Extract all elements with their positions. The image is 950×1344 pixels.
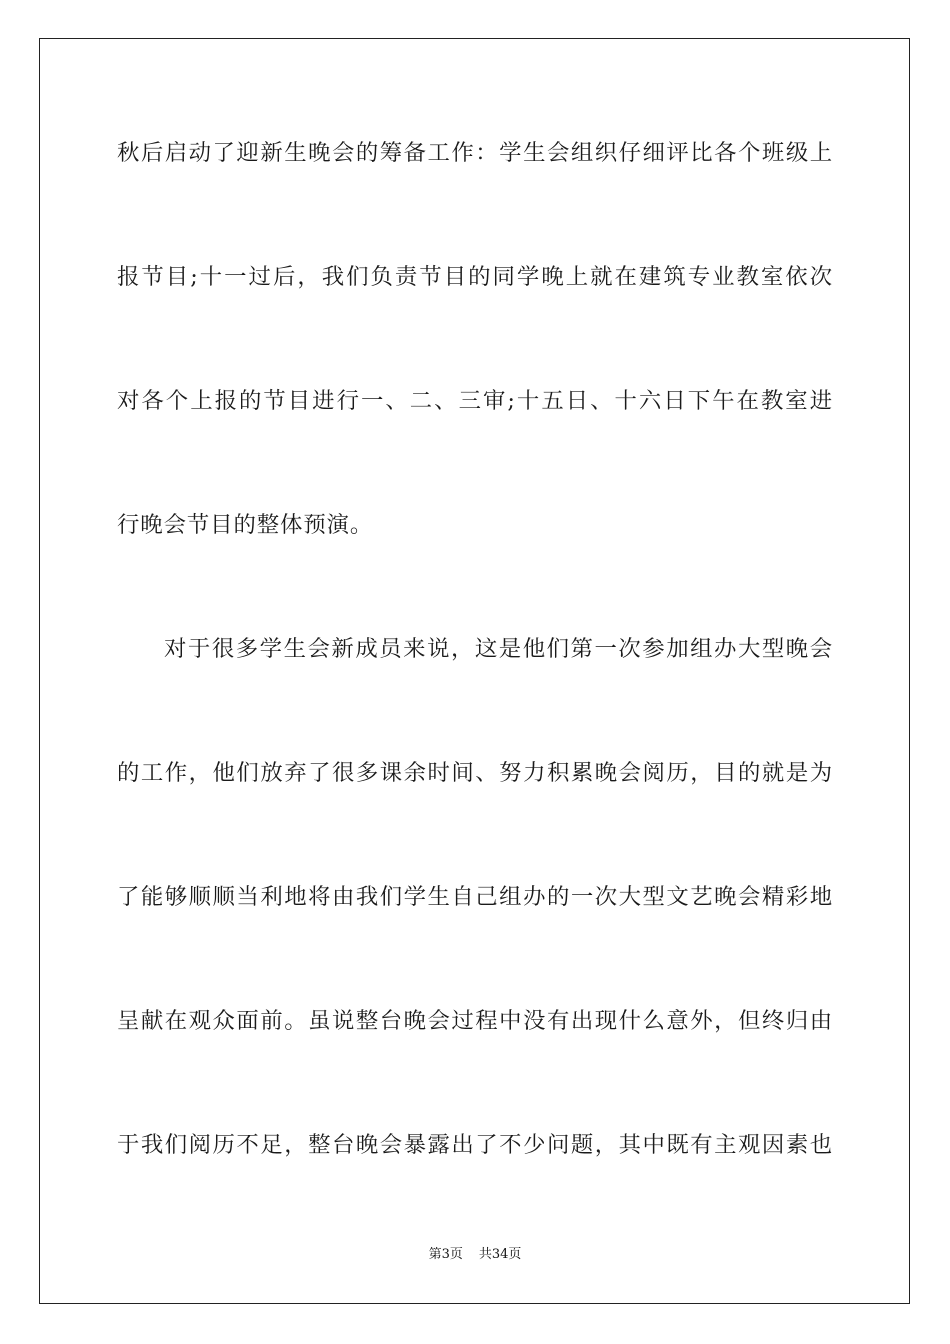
text-line: 对各个上报的节目进行一、二、三审;十五日、十六日下午在教室进 xyxy=(117,388,833,414)
text-line: 报节目;十一过后，我们负责节目的同学晚上就在建筑专业教室依次 xyxy=(117,264,833,290)
total-pages: 共34页 xyxy=(478,1247,522,1262)
text-line: 呈献在观众面前。虽说整台晚会过程中没有出现什么意外，但终归由 xyxy=(117,1008,833,1034)
text-line: 了能够顺顺当利地将由我们学生自己组办的一次大型文艺晚会精彩地 xyxy=(117,884,833,910)
text-line: 的工作，他们放弃了很多课余时间、努力积累晚会阅历，目的就是为 xyxy=(117,760,833,786)
page-number: 第3页 xyxy=(428,1247,463,1262)
text-line-paragraph-start: 对于很多学生会新成员来说，这是他们第一次参加组办大型晚会 xyxy=(164,636,833,662)
text-line: 秋后启动了迎新生晚会的筹备工作：学生会组织仔细评比各个班级上 xyxy=(117,140,833,166)
page-footer xyxy=(0,1246,950,1264)
page-border xyxy=(39,38,910,1304)
text-line: 行晚会节目的整体预演。 xyxy=(117,512,374,538)
text-line: 于我们阅历不足，整台晚会暴露出了不少问题，其中既有主观因素也 xyxy=(117,1132,833,1158)
